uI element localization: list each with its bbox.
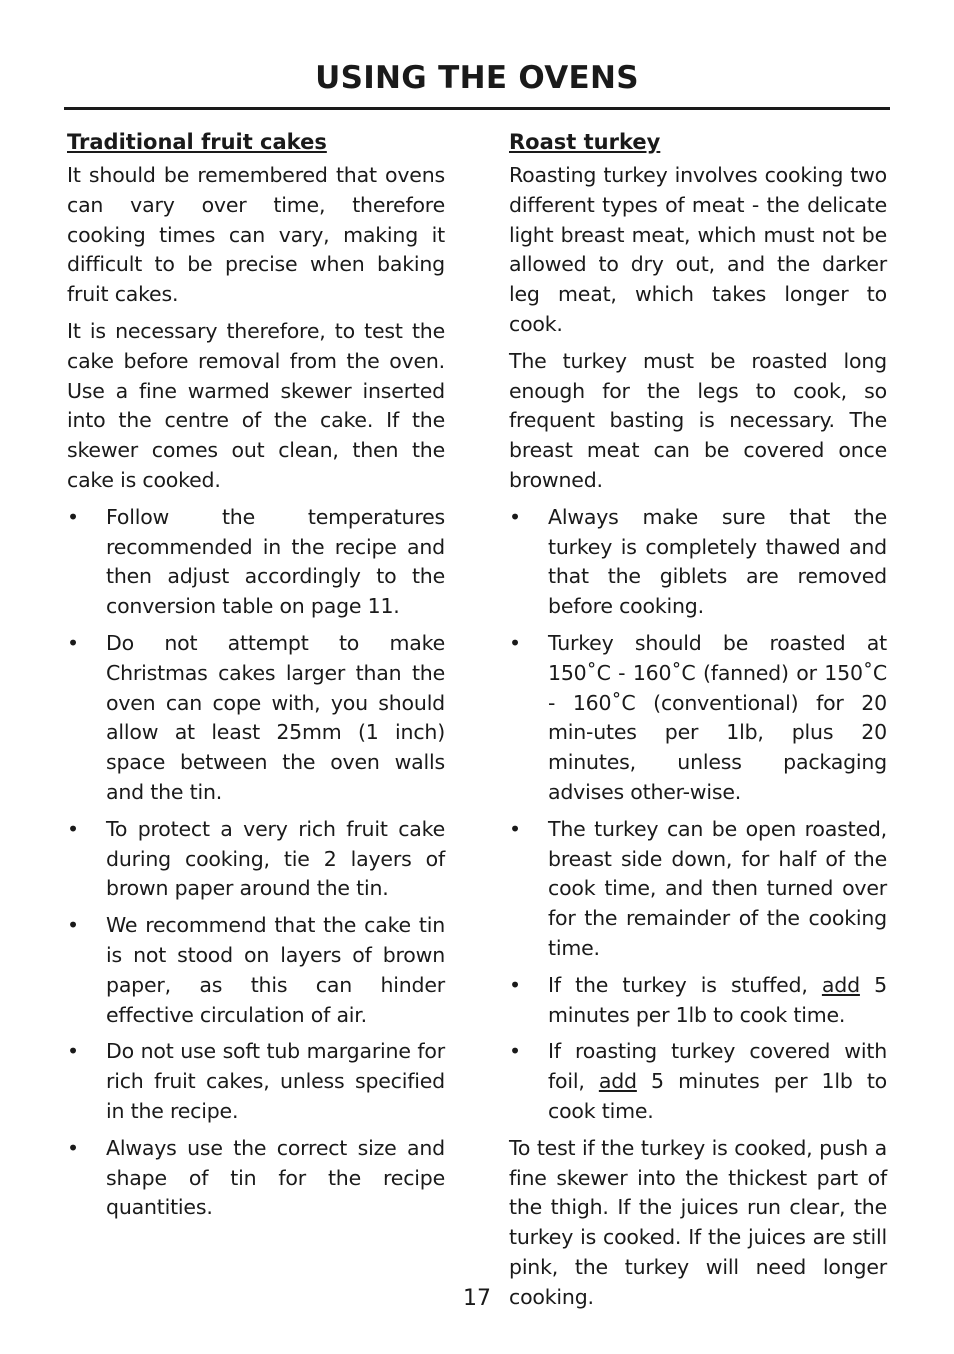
bullet-icon: • — [509, 504, 521, 529]
list-item — [67, 629, 445, 808]
fruit-cakes-paragraph: It is necessary therefore, to test the cake before removal from the oven. Use a fine warmed skewer inserted into the centre of the cake. If the skewer comes out clean, then the cake is cooked. — [67, 318, 445, 492]
list-item — [509, 503, 887, 622]
fruit-cakes-paragraph: It should be remembered that ovens can vary over time, therefore cooking times can vary, making it difficult to be precise when baking fruit cakes. — [67, 163, 445, 307]
list-item-text: Always make sure that the turkey is completely thawed and that the giblets are removed before cooking. — [548, 504, 887, 619]
list-item-text-before: If roasting turkey covered with foil, — [548, 1039, 887, 1094]
bullet-icon: • — [67, 630, 79, 655]
emphasis-underlined: add — [598, 1069, 637, 1094]
list-item-text: Follow the temperatures recommended in the recipe and then adjust accordingly to the conversion table on page 11. — [106, 504, 445, 619]
roast-turkey-heading: Roast turkey — [509, 130, 661, 154]
roast-turkey-section — [509, 127, 887, 1319]
list-item-text: We recommend that the cake tin is not stood on layers of brown paper, as this can hinder effective circulation of air. — [106, 913, 445, 1027]
bullet-icon: • — [509, 630, 521, 655]
list-item — [509, 1037, 887, 1126]
list-item-text: Turkey should be roasted at 150˚C - 160˚C (fanned) or 150˚C - 160˚C (conventional) for 20 min-utes per 1lb, plus 20 minutes, unless packaging advises other-wise. — [548, 630, 887, 804]
fruit-cakes-section — [67, 127, 445, 1230]
fruit-cakes-bullet-list — [67, 503, 445, 1223]
list-item — [67, 503, 445, 622]
bullet-icon: • — [509, 972, 521, 997]
list-item-text-before: If the turkey is stuffed, — [548, 972, 822, 997]
emphasis-underlined: add — [821, 972, 860, 997]
list-item-text: Always use the correct size and shape of tin for the recipe quantities. — [106, 1135, 445, 1220]
bullet-icon: • — [67, 1039, 79, 1064]
list-item — [509, 971, 887, 1031]
fruit-cakes-heading: Traditional fruit cakes — [67, 130, 327, 154]
bullet-icon: • — [67, 504, 79, 529]
roast-turkey-paragraph: The turkey must be roasted long enough for the legs to cook, so frequent basting is necessary. The breast meat can be covered once browned. — [509, 348, 887, 492]
list-item-text: The turkey can be open roasted, breast side down, for half of the cook time, and then turned over for the remainder of the cooking time. — [548, 816, 887, 960]
list-item-text: To protect a very rich fruit cake during cooking, tie 2 layers of brown paper around the tin. — [106, 816, 445, 901]
bullet-icon: • — [509, 1039, 521, 1064]
roast-turkey-paragraph: Roasting turkey involves cooking two different types of meat - the delicate light breast meat, which must not be allowed to dry out, and the darker leg meat, which takes longer to cook. — [509, 163, 887, 336]
list-item-text-after: 5 minutes per 1lb to cook time. — [548, 1069, 887, 1123]
page-title: USING THE OVENS — [315, 60, 639, 96]
list-item-text: Do not use soft tub margarine for rich fruit cakes, unless specified in the recipe. — [106, 1039, 445, 1123]
list-item-text-after: 5 minutes per 1lb to cook time. — [548, 972, 887, 1027]
list-item — [67, 1037, 445, 1126]
page-number: 17 — [463, 1286, 491, 1311]
list-item — [509, 629, 887, 808]
roast-turkey-closing-paragraph: To test if the turkey is cooked, push a fine skewer into the thickest part of the thigh. If the juices run clear, the turkey is cooked. If the juices are still pink, the turkey will need longer cooking. — [509, 1135, 887, 1309]
roast-turkey-bullet-list — [509, 503, 887, 1127]
list-item-text: Do not attempt to make Christmas cakes larger than the oven can cope with, you should allow at least 25mm (1 inch) space between the oven walls and the tin. — [106, 630, 445, 804]
bullet-icon: • — [67, 1135, 79, 1160]
bullet-icon: • — [67, 913, 79, 938]
list-item — [509, 815, 887, 964]
title-divider — [64, 107, 890, 110]
bullet-icon: • — [509, 816, 521, 841]
list-item — [67, 815, 445, 904]
list-item — [67, 1134, 445, 1223]
list-item — [67, 911, 445, 1030]
bullet-icon: • — [67, 816, 79, 841]
